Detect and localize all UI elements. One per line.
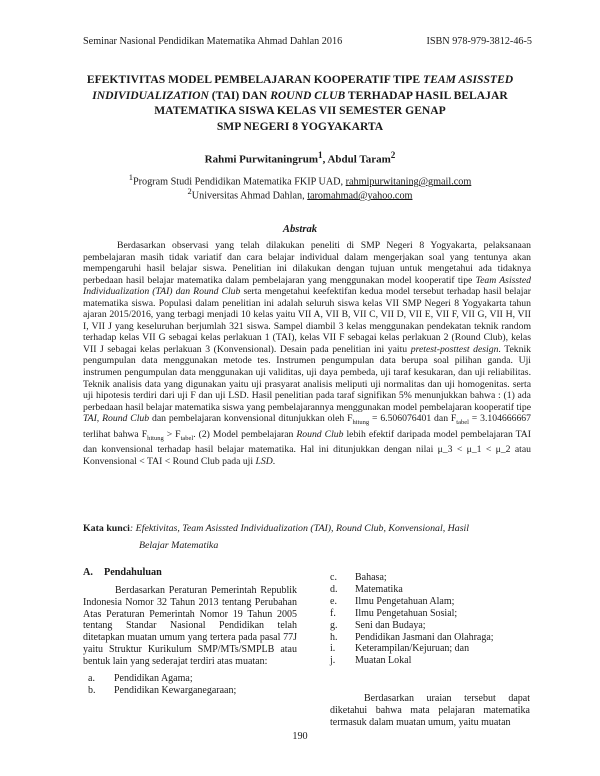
list-item: b. Pendidikan Kewarganegaraan; xyxy=(88,684,237,696)
affiliation-1-sup: 1 xyxy=(128,172,133,182)
keywords-label: Kata kunci xyxy=(83,523,130,534)
title-line-3: MATEMATIKA SISWA KELAS VII SEMESTER GENAP xyxy=(154,104,446,117)
author-2: , Abdul Taram xyxy=(322,153,391,166)
intro-paragraph-right: Berdasarkan uraian tersebut dapat diketahui bahwa mata pelajaran matematika termasuk dalam muatan umum, yaitu muatan xyxy=(330,693,530,728)
list-item: j. Muatan Lokal xyxy=(330,655,412,667)
title-line-4: SMP NEGERI 8 YOGYAKARTA xyxy=(216,119,384,133)
title-line-2-italic-b: ROUND CLUB xyxy=(270,88,346,102)
affiliation-2 xyxy=(0,186,600,201)
page-number: 190 xyxy=(292,731,308,742)
running-header-left: Seminar Nasional Pendidikan Matematika Ahmad Dahlan 2016 xyxy=(83,36,343,47)
list-item: f. Ilmu Pengetahuan Sosial; xyxy=(330,607,458,619)
affiliation-1-text: Program Studi Pendidikan Matematika FKIP UAD, xyxy=(132,176,346,188)
abstract-body: Berdasarkan observasi yang telah dilakukan peneliti di SMP Negeri 8 Yogyakarta, pelaksanaan pembelajaran masih tidak variatif dan cara belajar individual dalam mengerjakan soal yang tentunya akan mempengaruhi hasil belajar siswa. Penelitian ini dilakukan dengan tujuan untuk mengetahui ada tidaknya perbedaan hasil belajar matematika dalam pembelajaran yang menggunakan model kooperatif tipe Team Asissted Individualization (TAI) dan Round Club serta mengetahui keefektifan kedua model tersebut terhadap hasil belajar matematika siswa. Populasi dalam penelitian ini adalah seluruh siswa kelas VII SMP Negeri 8 Yogyakarta tahun ajaran 2015/2016, yang terbagi menjadi 10 kelas yaitu VII A, VII B, VII C, VII D, VII E, VII F, VII G, VII H, VII I, VII J yang keseluruhan berjumlah 321 siswa. Sampel diambil 3 kelas menggunakan pendekatan teknik random terhadap kelas VII G sebagai kelas perlakuan 1 (TAI), kelas VII F sebagai kelas perlakuan 2 (Round Club), kelas VII J sebagai kelas perlakuan 3 (Konvensional). Desain pada penelitian ini yaitu pretest-posttest design. Teknik pengumpulan data menggunakan metode tes. Instrumen pengumpulan data berupa soal pilihan ganda. Uji instrumen pengumpulan data menggunakan uji validitas, uji daya pembeda, uji taraf kesukaran, dan uji reliabilitas. Teknik analisis data yang digunakan yaitu uji prasyarat analisis meliputi uji normalitas dan uji homogenitas. serta uji hipotesis terdiri dari uji F dan uji LSD. Hasil penelitian pada taraf signifikan 5% menunjukkan bahwa : (1) ada perbedaan hasil belajar matematika siswa yang pembelajarannya menggunakan model pembelajaran kooperatif tipe TAI, Round Club dan pembelajaran konvensional ditunjukkan oleh $F_{hitung} = 6.506076401$ dan $F_{tabel} = 3.104666667$ terlihat bahwa $F_{hitung} > F_{tabel}$. (2) Model pembelajaran Round Club lebih efektif daripada model pembelajaran TAI dan konvensional terhadap hasil belajar matematika. Hal ini ditunjukkan dengan nilai μ_3 < μ_1 < μ_2 atau Konvensional < TAI < Round Club pada uji LSD. xyxy=(83,240,532,467)
affiliation-1-email[interactable]: rahmipurwitaning@gmail.com xyxy=(345,176,472,188)
affiliation-2-sup: 2 xyxy=(187,186,192,196)
abstract-heading: Abstrak xyxy=(282,224,318,235)
list-item: c. Bahasa; xyxy=(330,572,387,583)
keywords xyxy=(83,520,531,554)
list-item: e. Ilmu Pengetahuan Alam; xyxy=(330,595,455,607)
title-line-1-italic: TEAM ASISSTED xyxy=(423,73,514,86)
paper-title xyxy=(70,72,530,134)
list-item: i. Keterampilan/Kejuruan; dan xyxy=(330,643,470,655)
author-line xyxy=(0,150,600,166)
section-title: Pendahuluan xyxy=(104,567,162,578)
author-1: Rahmi Purwitaningrum xyxy=(204,153,319,166)
section-number: A. xyxy=(83,567,93,578)
author-1-sup: 1 xyxy=(318,150,323,160)
curriculum-list-left xyxy=(88,673,236,697)
running-header-isbn: ISBN 978-979-3812-46-5 xyxy=(426,36,532,47)
intro-paragraph-left: Berdasarkan Peraturan Pemerintah Republik Indonesia Nomor 32 Tahun 2013 tentang Perubahan Atas Peraturan Pemerintah Nomor 19 Tahun 2005 tentang Standar Nasional Pendidikan telah ditetapkan muatan umum yang tertera pada pasal 77J yaitu Struktur Kurikulum SMP/MTs/SMPLB atau bentuk lain yang sederajat terdiri atas muatan: xyxy=(83,585,297,667)
curriculum-list-right xyxy=(330,572,494,667)
title-line-2-a: (TAI) DAN xyxy=(208,88,271,102)
list-item: a. Pendidikan Agama; xyxy=(88,673,193,684)
section-heading xyxy=(83,567,162,578)
author-2-sup: 2 xyxy=(390,150,396,160)
title-line-2-b: TERHADAP HASIL BELAJAR xyxy=(345,88,508,102)
list-item: d. Matematika xyxy=(330,583,403,595)
keywords-value-cont: Belajar Matematika xyxy=(139,540,219,551)
list-item: h. Pendidikan Jasmani dan Olahraga; xyxy=(330,631,494,643)
affiliation-2-email[interactable]: taromahmad@yahoo.com xyxy=(307,190,413,202)
title-line-1: EFEKTIVITAS MODEL PEMBELAJARAN KOOPERATIF TIPE xyxy=(86,73,424,86)
affiliation-2-text: Universitas Ahmad Dahlan, xyxy=(191,190,308,202)
title-line-2-italic-a: INDIVIDUALIZATION xyxy=(92,88,209,102)
list-item: g. Seni dan Budaya; xyxy=(330,619,426,631)
keywords-value: : Efektivitas, Team Asissted Individualization (TAI), Round Club, Konvensional, Hasil xyxy=(129,523,470,534)
